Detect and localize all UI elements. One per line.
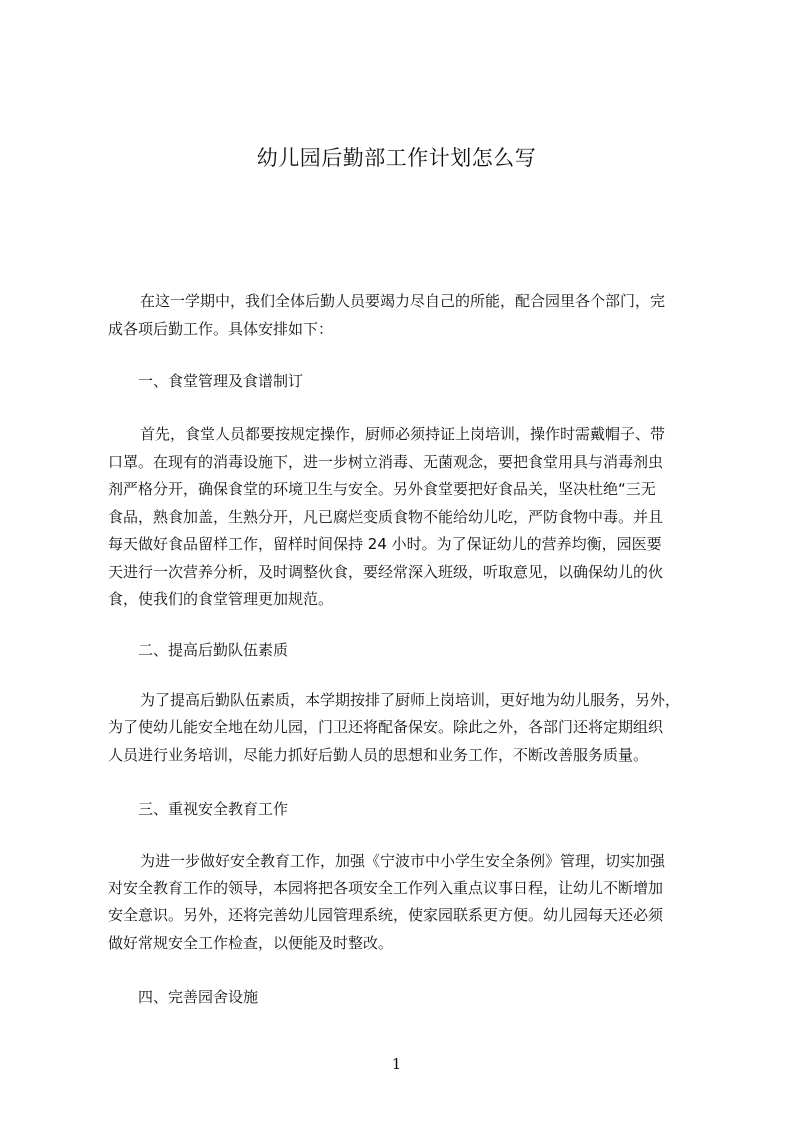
section-heading-3: 三、重视安全教育工作: [138, 800, 289, 818]
document-title: 幼儿园后勤部工作计划怎么写: [256, 146, 537, 170]
section-3-line-1: 为进一步做好安全教育工作，加强《宁波市中小学生安全条例》管理，切实加强: [140, 852, 666, 870]
section-1-line-4: 食品，熟食加盖，生熟分开，凡已腐烂变质食物不能给幼儿吃，严防食物中毒。并且: [108, 508, 664, 526]
section-3-line-2: 对安全教育工作的领导，本园将把各项安全工作列入重点议事日程，让幼儿不断增加: [108, 879, 664, 897]
section-heading-1: 一、食堂管理及食谱制订: [138, 372, 304, 390]
section-1-line-7: 食，使我们的食堂管理更加规范。: [108, 590, 334, 608]
section-3-line-3: 安全意识。另外，还将完善幼儿园管理系统，使家园联系更方便。幼儿园每天还必须: [108, 906, 664, 924]
page-number: 1: [391, 1055, 402, 1073]
section-2-line-2: 为了使幼儿能安全地在幼儿园，门卫还将配备保安。除此之外，各部门还将定期组织: [108, 718, 664, 736]
section-1-line-2: 口罩。在现有的消毒设施下，进一步树立消毒、无菌观念，要把食堂用具与消毒剂虫: [108, 453, 664, 471]
section-heading-2: 二、提高后勤队伍素质: [138, 641, 289, 659]
intro-line-1: 在这一学期中，我们全体后勤人员要竭力尽自己的所能，配合园里各个部门，完: [140, 292, 666, 310]
section-2-line-3: 人员进行业务培训，尽能力抓好后勤人员的思想和业务工作，不断改善服务质量。: [108, 746, 649, 764]
section-1-line-6: 天进行一次营养分析，及时调整伙食，要经常深入班级，听取意见，以确保幼儿的伙: [108, 563, 664, 581]
section-3-line-4: 做好常规安全工作检查，以便能及时整改。: [108, 934, 394, 952]
section-heading-4: 四、完善园舍设施: [138, 988, 259, 1006]
section-1-line-3: 剂严格分开，确保食堂的环境卫生与安全。另外食堂要把好食品关，坚决杜绝“三无: [108, 480, 656, 498]
intro-line-2: 成各项后勤工作。具体安排如下：: [108, 320, 334, 338]
section-1-line-5: 每天做好食品留样工作，留样时间保持 24 小时。为了保证幼儿的营养均衡，园医要: [108, 535, 662, 553]
section-2-line-1: 为了提高后勤队伍素质，本学期按排了厨师上岗培训，更好地为幼儿服务，另外，: [140, 691, 681, 709]
section-1-line-1: 首先，食堂人员都要按规定操作，厨师必须持证上岗培训，操作时需戴帽子、带: [140, 425, 666, 443]
